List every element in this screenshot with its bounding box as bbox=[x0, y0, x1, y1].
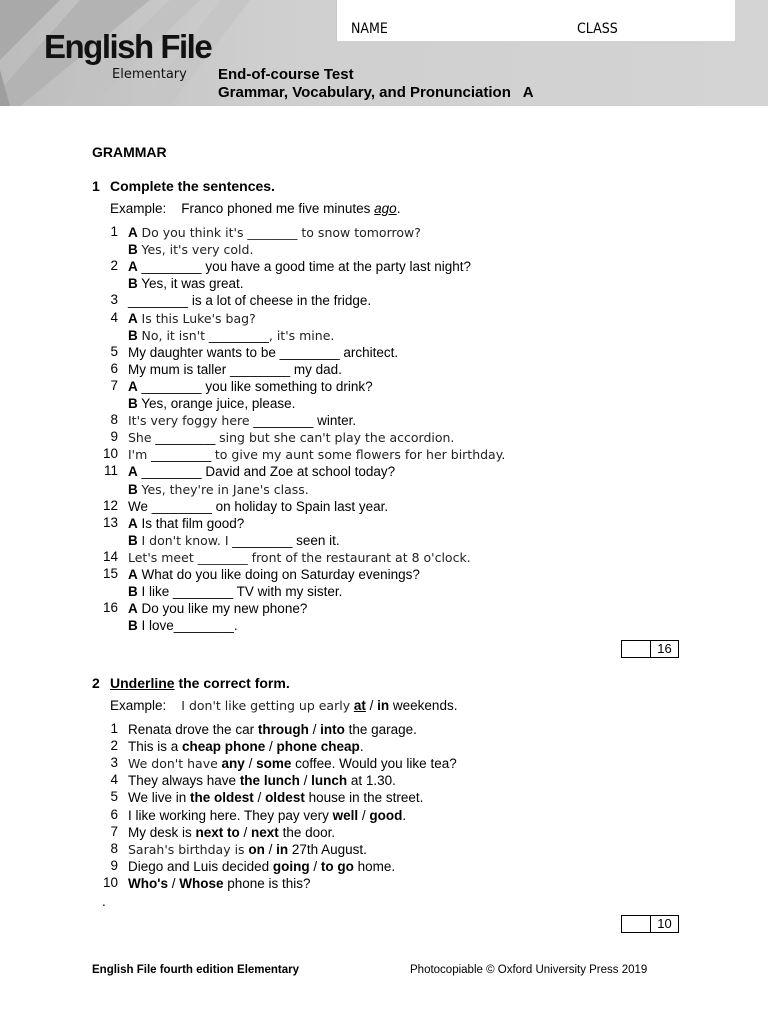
q1-item-line: B Yes, it was great. bbox=[128, 276, 244, 292]
q1-item-number: 2 bbox=[110, 258, 118, 274]
q1-item-line: Let's meet ________ front of the restaurant at 8 o'clock. bbox=[128, 549, 471, 565]
q2-item-line: This is a cheap phone / phone cheap. bbox=[128, 739, 364, 755]
q2-item-number: 3 bbox=[110, 755, 118, 771]
q2-item-line: They always have the lunch / lunch at 1.30. bbox=[128, 773, 396, 789]
q1-item-number: 1 bbox=[110, 224, 118, 239]
q1-item-number: 9 bbox=[110, 429, 118, 445]
name-label: NAME bbox=[351, 21, 388, 37]
q2-item-number: 7 bbox=[110, 823, 118, 839]
q1-item-number: 3 bbox=[110, 292, 118, 308]
q1-item-number: 6 bbox=[110, 360, 118, 376]
q1-item-line: A Do you like my new phone? bbox=[128, 601, 308, 617]
q2-item-number: 2 bbox=[110, 738, 118, 754]
header-banner bbox=[0, 0, 768, 106]
q1-item-line: A Do you think it's ________ to snow tomorrow? bbox=[128, 225, 421, 240]
q2-item-line: I like working here. They pay very well / good. bbox=[128, 807, 407, 823]
q1-item-number: 14 bbox=[102, 548, 118, 564]
q2-item-number: 9 bbox=[110, 857, 118, 873]
q2-item-line: Sarah's birthday is on / in 27th August. bbox=[128, 841, 367, 857]
q1-item-line: B I don't know. I ________ seen it. bbox=[128, 532, 340, 548]
q2-item-line: We live in the oldest / oldest house in the street. bbox=[128, 790, 424, 806]
q2-example-text: I don't like getting up early at / in weekends. bbox=[181, 698, 458, 713]
q2-item-line: Renata drove the car through / into the garage. bbox=[128, 722, 417, 737]
q1-item-line: A ________ David and Zoe at school today? bbox=[128, 464, 396, 480]
q1-item-line: B I like ________ TV with my sister. bbox=[128, 584, 343, 600]
q1-item-line: A ________ you like something to drink? bbox=[128, 378, 373, 394]
q1-item-line: A What do you like doing on Saturday evenings? bbox=[128, 567, 420, 582]
q2-item-line: We don't have any / some coffee. Would you like tea? bbox=[128, 756, 457, 772]
q2-item-line: Who's / Whose phone is this? bbox=[128, 875, 311, 891]
q2-item-number: 8 bbox=[110, 840, 118, 856]
q1-item-number: 16 bbox=[102, 600, 118, 616]
q1-item-number: 12 bbox=[102, 497, 118, 513]
footer-edition: English File fourth edition Elementary bbox=[92, 964, 300, 976]
q1-item-number: 10 bbox=[102, 446, 118, 462]
q1-item-line: My mum is taller ________ my dad. bbox=[128, 361, 342, 377]
q1-item-number: 5 bbox=[110, 343, 118, 359]
q2-item-number: 5 bbox=[110, 789, 118, 805]
q2-item-number: 4 bbox=[110, 772, 118, 788]
logo-subtitle: Elementary bbox=[112, 67, 187, 82]
q2-item-line: Diego and Luis decided going / to go home. bbox=[128, 858, 396, 874]
q1-item-line: B No, it isn't ________, it's mine. bbox=[128, 327, 335, 343]
logo-title: English File bbox=[44, 28, 212, 65]
q1-item-number: 15 bbox=[102, 566, 118, 581]
q1-item-number: 13 bbox=[102, 514, 118, 530]
q1-item-line: It's very foggy here ________ winter. bbox=[128, 413, 357, 429]
q1-item-line: ________ is a lot of cheese in the fridge. bbox=[128, 293, 372, 309]
q1-item-line: A ________ you have a good time at the party last night? bbox=[128, 259, 471, 275]
q1-item-line: A Is this Luke's bag? bbox=[128, 310, 256, 326]
q1-item-line: I'm ________ to give my aunt some flowers for her birthday. bbox=[128, 447, 506, 463]
name-class-box bbox=[336, 0, 735, 41]
q1-item-line: A Is that film good? bbox=[128, 515, 245, 531]
test-title: End-of-course Test bbox=[218, 66, 354, 83]
q1-score-box: 16 bbox=[621, 640, 679, 658]
q1-item-number: 4 bbox=[110, 309, 118, 325]
q1-item-line: We ________ on holiday to Spain last year. bbox=[128, 498, 389, 514]
class-label: CLASS bbox=[577, 21, 618, 37]
q1-item-number: 8 bbox=[110, 412, 118, 428]
q2-item-number: 6 bbox=[110, 806, 118, 822]
q2-score-box: 10 bbox=[621, 915, 679, 933]
trailing-mark: . bbox=[102, 894, 106, 909]
q2-item-line: My desk is next to / next the door. bbox=[128, 824, 336, 840]
q1-item-number: 11 bbox=[103, 463, 118, 479]
q1-item-line: B Yes, it's very cold. bbox=[128, 242, 254, 258]
q2-title: 2 Underline the correct form. bbox=[92, 675, 290, 691]
section-title: GRAMMAR bbox=[92, 144, 167, 160]
q1-item-number: 7 bbox=[110, 377, 118, 393]
q2-example: Example: I don't like getting up early at / in weekends. bbox=[110, 698, 458, 713]
q1-item-line: B I love________. bbox=[128, 618, 238, 634]
q1-item-line: B Yes, they're in Jane's class. bbox=[128, 481, 309, 497]
q2-item-number: 1 bbox=[110, 721, 118, 736]
q1-item-line: She ________ sing but she can't play the accordion. bbox=[128, 430, 455, 446]
q1-example: Example: Franco phoned me five minutes ago. bbox=[110, 201, 401, 216]
footer-copyright: Photocopiable © Oxford University Press 2019 bbox=[410, 964, 648, 976]
q1-item-line: B Yes, orange juice, please. bbox=[128, 396, 296, 411]
test-subtitle: Grammar, Vocabulary, and Pronunciation A bbox=[218, 84, 534, 101]
q1-item-line: My daughter wants to be ________ architect. bbox=[128, 344, 399, 360]
q1-title: 1 Complete the sentences. bbox=[92, 178, 275, 194]
q2-item-number: 10 bbox=[102, 874, 118, 890]
